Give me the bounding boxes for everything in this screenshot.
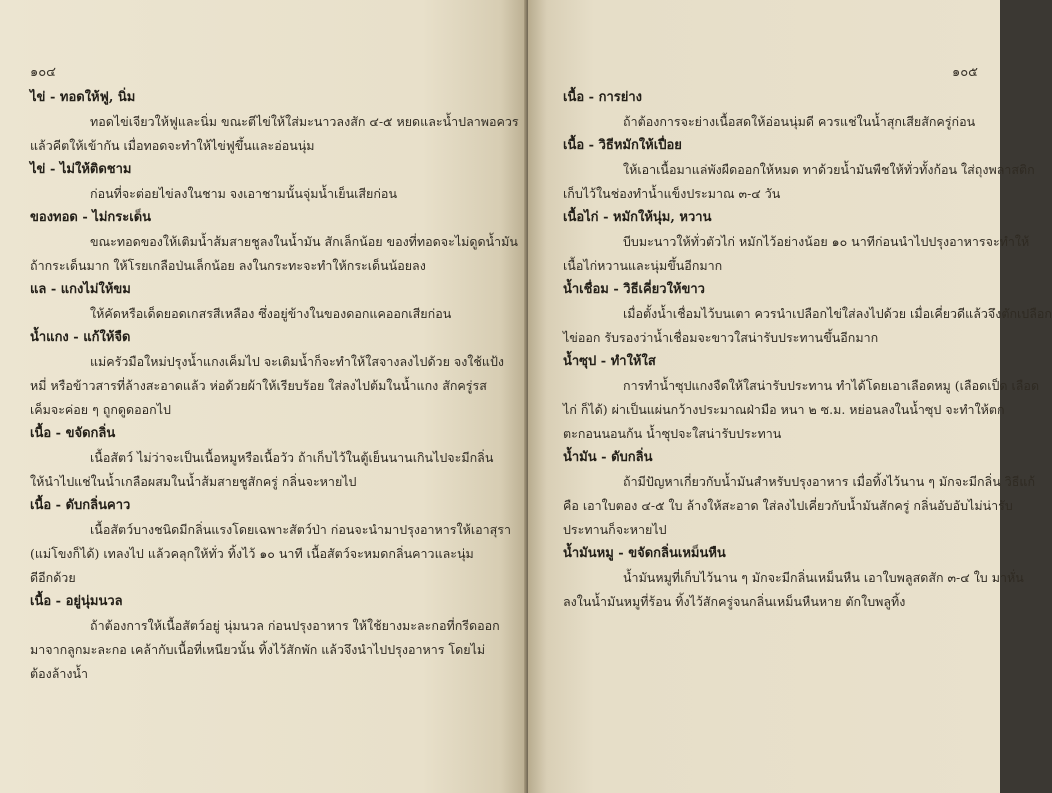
tip-body — [30, 182, 508, 206]
page-content — [30, 86, 519, 686]
tip-heading: แล - แกงไม่ให้ขม — [30, 282, 131, 297]
tip-text-line: มาจากลูกมะละกอ เคล้ากับเนื้อที่เหนียวนั้น ทิ้งไว้สักพัก แล้วจึงนำไปปรุงอาหาร โดยไม่ — [30, 642, 486, 657]
tip-entry — [30, 326, 508, 422]
tip-text-line: การทำน้ำซุปแกงจืดให้ใสน่ารับประทาน ทำได้โดยเอาเลือดหมู (เลือดเป็ด เลือด — [623, 378, 1040, 393]
right-page — [528, 0, 1052, 793]
tip-body — [563, 566, 1024, 614]
tip-text-line: ขณะทอดของให้เติมน้ำส้มสายชูลงในน้ำมัน สักเล็กน้อย ของที่ทอดจะไม่ดูดน้ำมัน — [90, 234, 518, 249]
tip-heading: น้ำแกง - แก้ให้จืด — [30, 330, 131, 345]
tip-text-line: หมี่ หรือข้าวสารที่ล้างสะอาดแล้ว ห่อด้วยผ้าให้เรียบร้อย ใส่ลงไปต้มในน้ำแกง สักครู่รส — [30, 378, 487, 393]
page-number: ๑๐๕ — [951, 65, 978, 80]
tip-body — [563, 110, 988, 134]
tip-text-line: ต้องล้างน้ำ — [30, 666, 89, 681]
tip-body — [30, 518, 512, 590]
tip-entry — [30, 494, 512, 590]
tip-entry — [563, 206, 1030, 278]
tip-text-line: ลงในน้ำมันหมูที่ร้อน ทิ้งไว้สักครู่จนกลิ่นเหม็นหืนหาย ตักใบพลูทิ้ง — [563, 594, 906, 609]
tip-text-line: (แม่โขงก็ได้) เทลงไป แล้วคลุกให้ทั่ว ทิ้งไว้ ๑๐ นาที เนื้อสัตว์จะหมดกลิ่นคาวและนุ่ม — [30, 546, 474, 561]
tip-text-line: ดีอีกด้วย — [30, 570, 76, 585]
tip-text-line: ถ้ามีปัญหาเกี่ยวกับน้ำมันสำหรับปรุงอาหาร เมื่อทิ้งไว้นาน ๆ มักจะมีกลิ่น วิธีแก้ — [623, 474, 1036, 489]
tip-heading: เนื้อ - การย่าง — [563, 90, 643, 105]
tip-entry — [563, 134, 1035, 206]
tip-body — [563, 374, 1040, 446]
tip-body — [563, 470, 1036, 542]
tip-text-line: เนื้อสัตว์บางชนิดมีกลิ่นแรงโดยเฉพาะสัตว์ป่า ก่อนจะนำมาปรุงอาหารให้เอาสุรา — [90, 522, 512, 537]
tip-body — [563, 158, 1035, 206]
tip-heading: น้ำมันหมู - ขจัดกลิ่นเหม็นหืน — [563, 546, 726, 561]
tip-text-line: ให้เอาเนื้อมาแล่พังผืดออกให้หมด ทาด้วยน้ำมันพืชให้ทั่วทั้งก้อน ใส่ถุงพลาสติก — [623, 162, 1035, 177]
tip-entry — [30, 206, 518, 278]
tip-text-line: ถ้าต้องการให้เนื้อสัตว์อยู่ นุ่มนวล ก่อนปรุงอาหาร ให้ใช้ยางมะละกอที่กรีดออก — [90, 618, 500, 633]
tip-text-line: เค็มจะค่อย ๆ ถูกดูดออกไป — [30, 402, 171, 417]
tip-text-line: ตะกอนนอนก้น น้ำซุปจะใสน่ารับประทาน — [563, 426, 782, 441]
tip-body — [30, 230, 518, 278]
tip-text-line: เก็บไว้ในช่องทำน้ำแข็งประมาณ ๓-๔ วัน — [563, 186, 781, 201]
tip-text-line: ก่อนที่จะต่อยไข่ลงในชาม จงเอาชามนั้นจุ่มน้ำเย็นเสียก่อน — [90, 186, 397, 201]
tip-heading: น้ำเชื่อม - วิธีเคี่ยวให้ขาว — [563, 282, 705, 297]
tip-entry — [563, 542, 1024, 614]
tip-heading: น้ำซุป - ทำให้ใส — [563, 354, 656, 369]
tip-body — [30, 350, 508, 422]
tip-text-line: ถ้าต้องการจะย่างเนื้อสดให้อ่อนนุ่มดี ควรแช่ในน้ำสุกเสียสักครู่ก่อน — [623, 114, 976, 129]
tip-body — [30, 110, 519, 158]
tip-body — [563, 302, 1052, 350]
tip-text-line: ให้คัดหรือเด็ดยอดเกสรสีเหลือง ซึ่งอยู่ข้างในของดอกแคออกเสียก่อน — [90, 306, 452, 321]
tip-entry — [563, 446, 1036, 542]
tip-heading: เนื้อ - อยู่นุ่มนวล — [30, 594, 123, 609]
page-content — [563, 86, 1052, 614]
tip-entry — [30, 86, 519, 158]
tip-text-line: ให้นำไปแช่ในน้ำเกลือผสมในน้ำส้มสายชูสักครู่ กลิ่นจะหายไป — [30, 474, 357, 489]
tip-text-line: บีบมะนาวให้ทั่วตัวไก่ หมักไว้อย่างน้อย ๑๐ นาทีก่อนนำไปปรุงอาหารจะทำให้ — [623, 234, 1030, 249]
tip-text-line: น้ำมันหมูที่เก็บไว้นาน ๆ มักจะมีกลิ่นเหม็นหืน เอาใบพลูสดสัก ๓-๔ ใบ มาหั่น — [623, 570, 1024, 585]
tip-entry — [563, 350, 1040, 446]
tip-text-line: แล้วคีตให้เข้ากัน เมื่อทอดจะทำให้ไข่ฟูขึ้นและอ่อนนุ่ม — [30, 138, 315, 153]
tip-entry — [30, 422, 508, 494]
tip-heading: ไข่ - ทอดให้ฟู, นิ่ม — [30, 90, 136, 105]
tip-heading: เนื้อ - วิธีหมักให้เปื่อย — [563, 138, 682, 153]
tip-text-line: แม่ครัวมือใหม่ปรุงน้ำแกงเค็มไป จะเติมน้ำก็จะทำให้ใสจางลงไปด้วย จงใช้แป้ง — [90, 354, 504, 369]
tip-text-line: เนื้อไก่หวานและนุ่มขึ้นอีกมาก — [563, 258, 723, 273]
tip-entry — [30, 590, 508, 686]
tip-entry — [30, 158, 508, 206]
tip-heading: เนื้อไก่ - หมักให้นุ่ม, หวาน — [563, 210, 712, 225]
tip-text-line: ทอดไข่เจียวให้ฟูและนิ่ม ขณะตีไข่ให้ใส่มะนาวลงสัก ๔-๕ หยดและน้ำปลาพอควร — [90, 114, 519, 129]
tip-text-line: ไข่ออก รับรองว่าน้ำเชื่อมจะขาวใสน่ารับประทานขึ้นอีกมาก — [563, 330, 879, 345]
tip-heading: ของทอด - ไม่กระเด็น — [30, 210, 152, 225]
tip-entry — [30, 278, 508, 326]
tip-body — [563, 230, 1030, 278]
tip-text-line: เนื้อสัตว์ ไม่ว่าจะเป็นเนื้อหมูหรือเนื้อวัว ถ้าเก็บไว้ในตู้เย็นนานเกินไปจะมีกลิ่น — [90, 450, 494, 465]
tip-body — [30, 614, 508, 686]
tip-heading: เนื้อ - ขจัดกลิ่น — [30, 426, 116, 441]
tip-heading: เนื้อ - ดับกลิ่นคาว — [30, 498, 131, 513]
tip-text-line: คือ เอาใบตอง ๔-๕ ใบ ล้างให้สะอาด ใส่ลงไปเคี่ยวกับน้ำมันสักครู่ กลิ่นอับอับไม่น่ารับ — [563, 498, 1013, 513]
tip-text-line: ไก่ ก็ได้) ผ่าเป็นแผ่นกว้างประมาณฝ่ามือ หนา ๒ ซ.ม. หย่อนลงในน้ำซุป จะทำให้ตก — [563, 402, 1005, 417]
tip-text-line: เมื่อตั้งน้ำเชื่อมไว้บนเตา ควรนำเปลือกไข่ใส่ลงไปด้วย เมื่อเคี่ยวดีแล้วจึงตักเปลือก — [623, 306, 1052, 321]
page-number: ๑๐๔ — [30, 65, 57, 80]
tip-body — [30, 446, 508, 494]
tip-body — [30, 302, 508, 326]
tip-heading: น้ำมัน - ดับกลิ่น — [563, 450, 653, 465]
tip-entry — [563, 86, 988, 134]
tip-text-line: ประทานก็จะหายไป — [563, 522, 667, 537]
tip-heading: ไข่ - ไม่ให้ติดชาม — [30, 162, 132, 177]
tip-text-line: ถ้ากระเด็นมาก ให้โรยเกลือป่นเล็กน้อย ลงในกระทะจะทำให้กระเด็นน้อยลง — [30, 258, 426, 273]
tip-entry — [563, 278, 1052, 350]
